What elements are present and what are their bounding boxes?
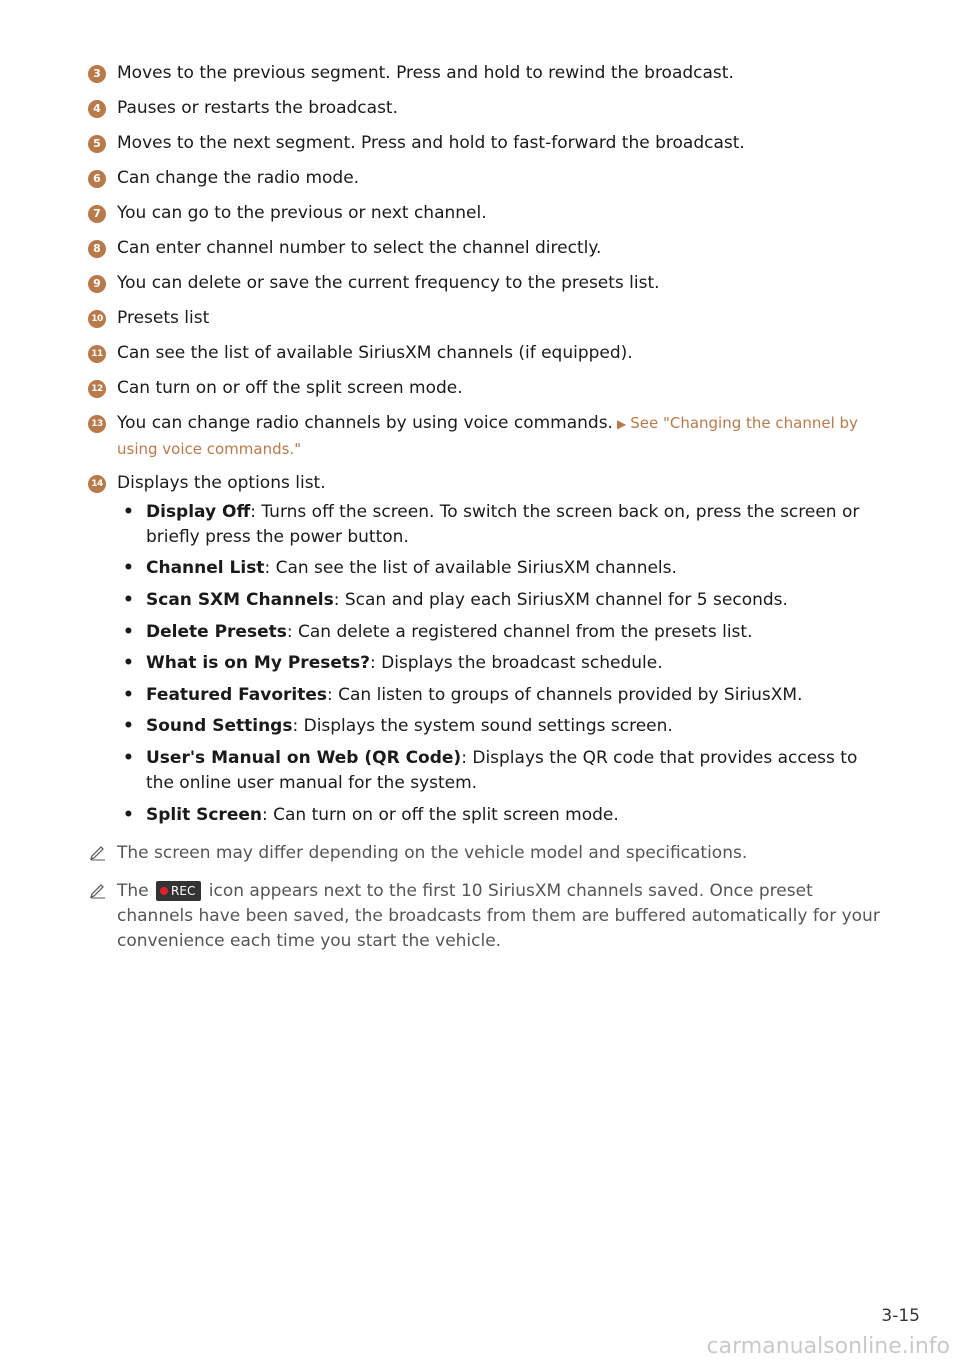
option-label: User's Manual on Web (QR Code) [146, 748, 462, 768]
item-text: Displays the options list. [117, 473, 326, 493]
item-number-badge: 8 [88, 240, 106, 258]
note-text [117, 879, 888, 954]
item-number-badge: 10 [88, 310, 106, 328]
list-item [88, 271, 888, 296]
option-desc: : Displays the broadcast schedule. [369, 653, 663, 673]
list-item [88, 131, 888, 156]
item-number-badge: 6 [88, 170, 106, 188]
option-label: Channel List [146, 558, 265, 578]
list-item [88, 236, 888, 261]
list-item [88, 61, 888, 86]
list-item [88, 306, 888, 331]
item-text: Can see the list of available SiriusXM channels (if equipped). [117, 343, 633, 363]
option-desc: : Can listen to groups of channels provided by SiriusXM. [327, 685, 803, 705]
item-text: You can go to the previous or next channel. [117, 203, 487, 223]
note-text-before: The [117, 881, 149, 901]
item-number-badge: 4 [88, 100, 106, 118]
bullet-icon: • [123, 716, 134, 736]
bullet-icon: • [123, 805, 134, 825]
bullet-icon: • [123, 558, 134, 578]
option-desc: : Can see the list of available SiriusXM channels. [264, 558, 677, 578]
item-text: Can change the radio mode. [117, 168, 360, 188]
option-item [117, 500, 887, 550]
bullet-icon: • [123, 685, 134, 705]
option-label: Display Off [146, 502, 251, 522]
option-item [117, 556, 887, 581]
note-text-after: icon appears next to the first 10 SiriusXM channels saved. Once preset channels have been saved, the broadcasts from them are buffered automatically for your convenience each time you start the vehicle. [117, 881, 880, 951]
list-item [88, 96, 888, 121]
item-text: You can delete or save the current frequency to the presets list. [117, 273, 660, 293]
option-item [117, 651, 887, 676]
option-desc: : Scan and play each SiriusXM channel for 5 seconds. [333, 590, 788, 610]
watermark: carmanualsonline.info [706, 1334, 950, 1359]
option-item [117, 803, 887, 828]
rec-dot-icon [160, 887, 168, 895]
item-number-badge: 7 [88, 205, 106, 223]
item-text: Can turn on or off the split screen mode. [117, 378, 463, 398]
option-label: Sound Settings [146, 716, 293, 736]
item-number-badge: 14 [88, 475, 106, 493]
list-item [88, 166, 888, 191]
item-number-badge: 12 [88, 380, 106, 398]
list-item [88, 201, 888, 226]
option-desc: : Displays the system sound settings screen. [292, 716, 673, 736]
bullet-icon: • [123, 622, 134, 642]
cross-reference-link[interactable]: See "Changing the channel by using voice commands." [117, 414, 858, 458]
option-label: Delete Presets [146, 622, 287, 642]
option-label: Scan SXM Channels [146, 590, 334, 610]
item-text-with-reference [117, 411, 888, 462]
note [88, 841, 888, 866]
item-text: Moves to the previous segment. Press and hold to rewind the broadcast. [117, 63, 734, 83]
bullet-icon: • [123, 653, 134, 673]
list-item [88, 471, 888, 496]
list-item [88, 376, 888, 401]
option-desc: : Can delete a registered channel from the presets list. [286, 622, 753, 642]
item-number-badge: 5 [88, 135, 106, 153]
note-text: The screen may differ depending on the vehicle model and specifications. [117, 843, 748, 863]
item-text: Pauses or restarts the broadcast. [117, 98, 398, 118]
option-label: Split Screen [146, 805, 262, 825]
option-item [117, 683, 887, 708]
option-item [117, 588, 887, 613]
list-item [88, 341, 888, 366]
note-pencil-icon [88, 879, 108, 899]
item-text: Moves to the next segment. Press and hold to fast-forward the broadcast. [117, 133, 745, 153]
item-number-badge: 13 [88, 415, 106, 433]
item-text: You can change radio channels by using voice commands. [117, 413, 613, 433]
option-desc: : Turns off the screen. To switch the screen back on, press the screen or briefly press the power button. [146, 502, 860, 547]
option-desc: : Displays the QR code that provides access to the online user manual for the system. [146, 748, 858, 793]
option-label: Featured Favorites [146, 685, 327, 705]
bullet-icon: • [123, 590, 134, 610]
rec-label: REC [171, 884, 196, 898]
option-item [117, 746, 887, 796]
rec-icon [156, 881, 201, 901]
item-text: Can enter channel number to select the channel directly. [117, 238, 602, 258]
option-desc: : Can turn on or off the split screen mode. [261, 805, 619, 825]
option-label: What is on My Presets? [146, 653, 370, 673]
option-item [117, 714, 887, 739]
list-item [88, 411, 888, 462]
item-number-badge: 9 [88, 275, 106, 293]
bullet-icon: • [123, 502, 134, 522]
note-pencil-icon [88, 841, 108, 861]
item-number-badge: 11 [88, 345, 106, 363]
note [88, 879, 888, 954]
item-number-badge: 3 [88, 65, 106, 83]
item-text: Presets list [117, 308, 210, 328]
page-number: 3-15 [881, 1306, 920, 1326]
reference-arrow-icon: ▶ [616, 417, 627, 431]
bullet-icon: • [123, 748, 134, 768]
option-item [117, 620, 887, 645]
